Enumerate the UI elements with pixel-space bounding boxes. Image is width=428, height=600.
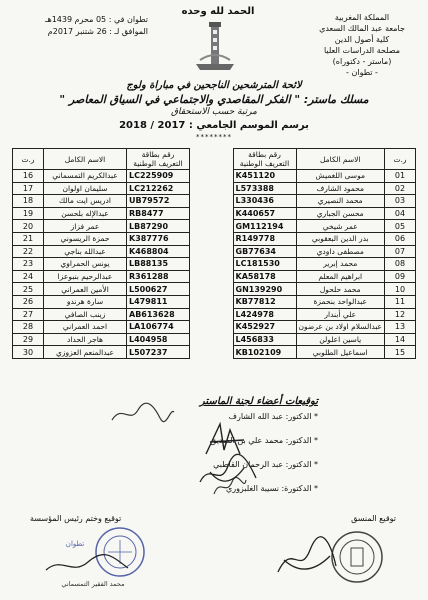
institution-line: المملكة المغربية (334, 13, 390, 22)
national-id: L330436 (233, 195, 296, 208)
candidates-table-left (12, 148, 190, 359)
academic-year: برسم الموسم الجامعي : 2017 / 2018 (119, 120, 309, 131)
candidate-name: احمد العمراني (44, 321, 127, 334)
candidate-name: سليمان اولوان (44, 182, 127, 195)
row-number: 17 (13, 182, 44, 195)
candidate-name: يونس الحمراوي (44, 258, 127, 271)
table-row (13, 283, 190, 296)
row-number: 02 (385, 182, 416, 195)
national-id: L507237 (127, 346, 190, 359)
table-row (233, 283, 416, 296)
row-number: 20 (13, 220, 44, 233)
table-row (233, 308, 416, 321)
col-header-id: رقم بطاقة التعريف الوطنية (233, 149, 296, 170)
row-number: 27 (13, 308, 44, 321)
national-id: UB79572 (127, 195, 190, 208)
table-row (13, 270, 190, 283)
table-row (13, 245, 190, 258)
col-header-number: ر.ت (13, 149, 44, 170)
committee-signatures-title: توقيعات أعضاء لجنة الماستر (199, 396, 318, 407)
row-number: 13 (385, 321, 416, 334)
national-id: L573388 (233, 182, 296, 195)
national-id: RB8477 (127, 207, 190, 220)
row-number: 29 (13, 333, 44, 346)
list-title: لائحة المترشحين الناجحين في مباراة ولوج (126, 80, 302, 91)
national-id: L404958 (127, 333, 190, 346)
head-signature-label: توقيع وختم رئيس المؤسسة (30, 514, 122, 523)
candidate-name: عمر فزاز (44, 220, 127, 233)
institution-header (302, 12, 422, 78)
institution-line: كلية أصول الدين (334, 35, 390, 44)
row-number: 04 (385, 207, 416, 220)
institution-line: (ماستر - دكتوراه) (332, 57, 392, 66)
candidate-name: محسن الجباري (296, 207, 385, 220)
table-row (13, 220, 190, 233)
table-row (13, 333, 190, 346)
candidate-name: زينب الصافي (44, 308, 127, 321)
signature-member-1 (108, 400, 178, 428)
national-id: KB102109 (233, 346, 296, 359)
candidate-name: محمد إبرير (296, 258, 385, 271)
national-id: GM112194 (233, 220, 296, 233)
national-id: LC212262 (127, 182, 190, 195)
row-number: 19 (13, 207, 44, 220)
row-number: 28 (13, 321, 44, 334)
col-header-name: الاسم الكامل (296, 149, 385, 170)
institution-line: مصلحة الدراسات العليا (323, 46, 401, 55)
row-number: 07 (385, 245, 416, 258)
national-id: R149778 (233, 232, 296, 245)
national-id: AB613628 (127, 308, 190, 321)
row-number: 09 (385, 270, 416, 283)
table-row (233, 220, 416, 233)
candidates-table-right (233, 148, 417, 359)
national-id: LC181530 (233, 258, 296, 271)
row-number: 23 (13, 258, 44, 271)
national-id: LA106774 (127, 321, 190, 334)
date-block (8, 14, 148, 38)
date-hijri: تطوان في : 05 محرم 1439هـ (45, 15, 148, 24)
national-id: L424978 (233, 308, 296, 321)
candidate-name: مصطفى داودي (296, 245, 385, 258)
table-row (13, 295, 190, 308)
table-row (13, 321, 190, 334)
national-id: K468804 (127, 245, 190, 258)
national-id: K440657 (233, 207, 296, 220)
table-row (233, 170, 416, 183)
table-row (13, 258, 190, 271)
candidate-name: حمزة الريسوني (44, 232, 127, 245)
national-id: K451120 (233, 170, 296, 183)
head-stamp-name: محمد الفقير التمسماني (61, 580, 125, 588)
row-number: 16 (13, 170, 44, 183)
committee-member: * الدكتور: عبد الرحمان القاطبي (213, 460, 318, 469)
candidate-name: محمود الشارف (296, 182, 385, 195)
table-row (13, 182, 190, 195)
candidate-name: عبدالمنعم العزوزي (44, 346, 127, 359)
row-number: 22 (13, 245, 44, 258)
row-number: 21 (13, 232, 44, 245)
candidate-name: عبدالواحد بنحمزة (296, 295, 385, 308)
candidate-name: اسماعيل الطلوبي (296, 346, 385, 359)
national-id: LC225909 (127, 170, 190, 183)
row-number: 12 (385, 308, 416, 321)
col-header-id: رقم بطاقة التعريف الوطنية (127, 149, 190, 170)
candidate-name: علي أبندار (296, 308, 385, 321)
candidate-name: موسى اللغميش (296, 170, 385, 183)
table-row (233, 270, 416, 283)
row-number: 03 (385, 195, 416, 208)
table-row (233, 258, 416, 271)
university-logo-icon (192, 20, 238, 72)
col-header-name: الاسم الكامل (44, 149, 127, 170)
separator-stars: ******** (196, 133, 232, 141)
national-id: GB77634 (233, 245, 296, 258)
table-row (13, 232, 190, 245)
row-number: 25 (13, 283, 44, 296)
table-row (233, 182, 416, 195)
institution-line: جامعة عبد المالك السعدي (319, 24, 405, 33)
table-row (233, 245, 416, 258)
table-row (233, 346, 416, 359)
candidate-name: بدر الدين البعقوبي (296, 232, 385, 245)
row-number: 01 (385, 170, 416, 183)
institution-stamp (94, 526, 146, 578)
table-row (13, 346, 190, 359)
national-id: L456833 (233, 333, 296, 346)
row-number: 18 (13, 195, 44, 208)
candidate-name: سارة هرندو (44, 295, 127, 308)
bismillah-heading: الحمد لله وحده (181, 6, 255, 17)
table-row (233, 321, 416, 334)
candidate-name: الأمين العمراني (44, 283, 127, 296)
row-number: 26 (13, 295, 44, 308)
national-id: K387776 (127, 232, 190, 245)
date-gregorian: الموافق لـ : 26 شتنبر 2017م (47, 27, 148, 36)
candidate-name: هاجر الحداد (44, 333, 127, 346)
coordinator-signature-label: توقيع المنسق (351, 514, 396, 523)
national-id: GN139290 (233, 283, 296, 296)
candidate-name: ابراهيم المعلم (296, 270, 385, 283)
national-id: K452927 (233, 321, 296, 334)
institution-line: - تطوان - (346, 68, 378, 77)
national-id: KA58178 (233, 270, 296, 283)
table-row (233, 232, 416, 245)
row-number: 08 (385, 258, 416, 271)
table-row (13, 308, 190, 321)
candidate-name: عمر شيخي (296, 220, 385, 233)
row-number: 05 (385, 220, 416, 233)
table-row (233, 295, 416, 308)
row-number: 30 (13, 346, 44, 359)
candidate-name: محمد النصيري (296, 195, 385, 208)
committee-member: * الدكتور: محمد علي بن الصديق (210, 436, 318, 445)
candidate-name: عبدالإله بلحسن (44, 207, 127, 220)
row-number: 14 (385, 333, 416, 346)
national-id: LB87290 (127, 220, 190, 233)
table-row (13, 207, 190, 220)
table-row (233, 333, 416, 346)
candidate-name: ادريس ايت مالك (44, 195, 127, 208)
committee-member: * الدكتور: عبد الله الشارف (228, 412, 318, 421)
table-row (233, 195, 416, 208)
committee-member: * الدكتورة: نسيبة الغلبزوري (225, 484, 318, 493)
table-row (13, 170, 190, 183)
col-header-number: ر.ت (385, 149, 416, 170)
candidate-name: عبدالرحيم بنبوعزا (44, 270, 127, 283)
table-row (233, 207, 416, 220)
national-id: KB77812 (233, 295, 296, 308)
candidate-name: عبدالله بناجي (44, 245, 127, 258)
row-number: 24 (13, 270, 44, 283)
national-id: L479811 (127, 295, 190, 308)
table-row (13, 195, 190, 208)
candidate-name: عبدالكريم التمسماني (44, 170, 127, 183)
row-number: 15 (385, 346, 416, 359)
candidate-name: ياسين اعلولن (296, 333, 385, 346)
national-id: R361288 (127, 270, 190, 283)
candidate-name: عبدالسلام اولاد بن عرضون (296, 321, 385, 334)
candidate-name: محمد حلحول (296, 283, 385, 296)
stamp-label: تطوان (65, 540, 85, 548)
master-program-title: مسلك ماستر: " الفكر المقاصدي والاجتماعي في السياق المعاصر " (59, 93, 369, 106)
national-id: L500627 (127, 283, 190, 296)
coordinator-stamp (330, 530, 384, 584)
row-number: 11 (385, 295, 416, 308)
row-number: 10 (385, 283, 416, 296)
ranking-note: مرتبة حسب الاستحقاق (171, 107, 257, 117)
national-id: LB88135 (127, 258, 190, 271)
row-number: 06 (385, 232, 416, 245)
